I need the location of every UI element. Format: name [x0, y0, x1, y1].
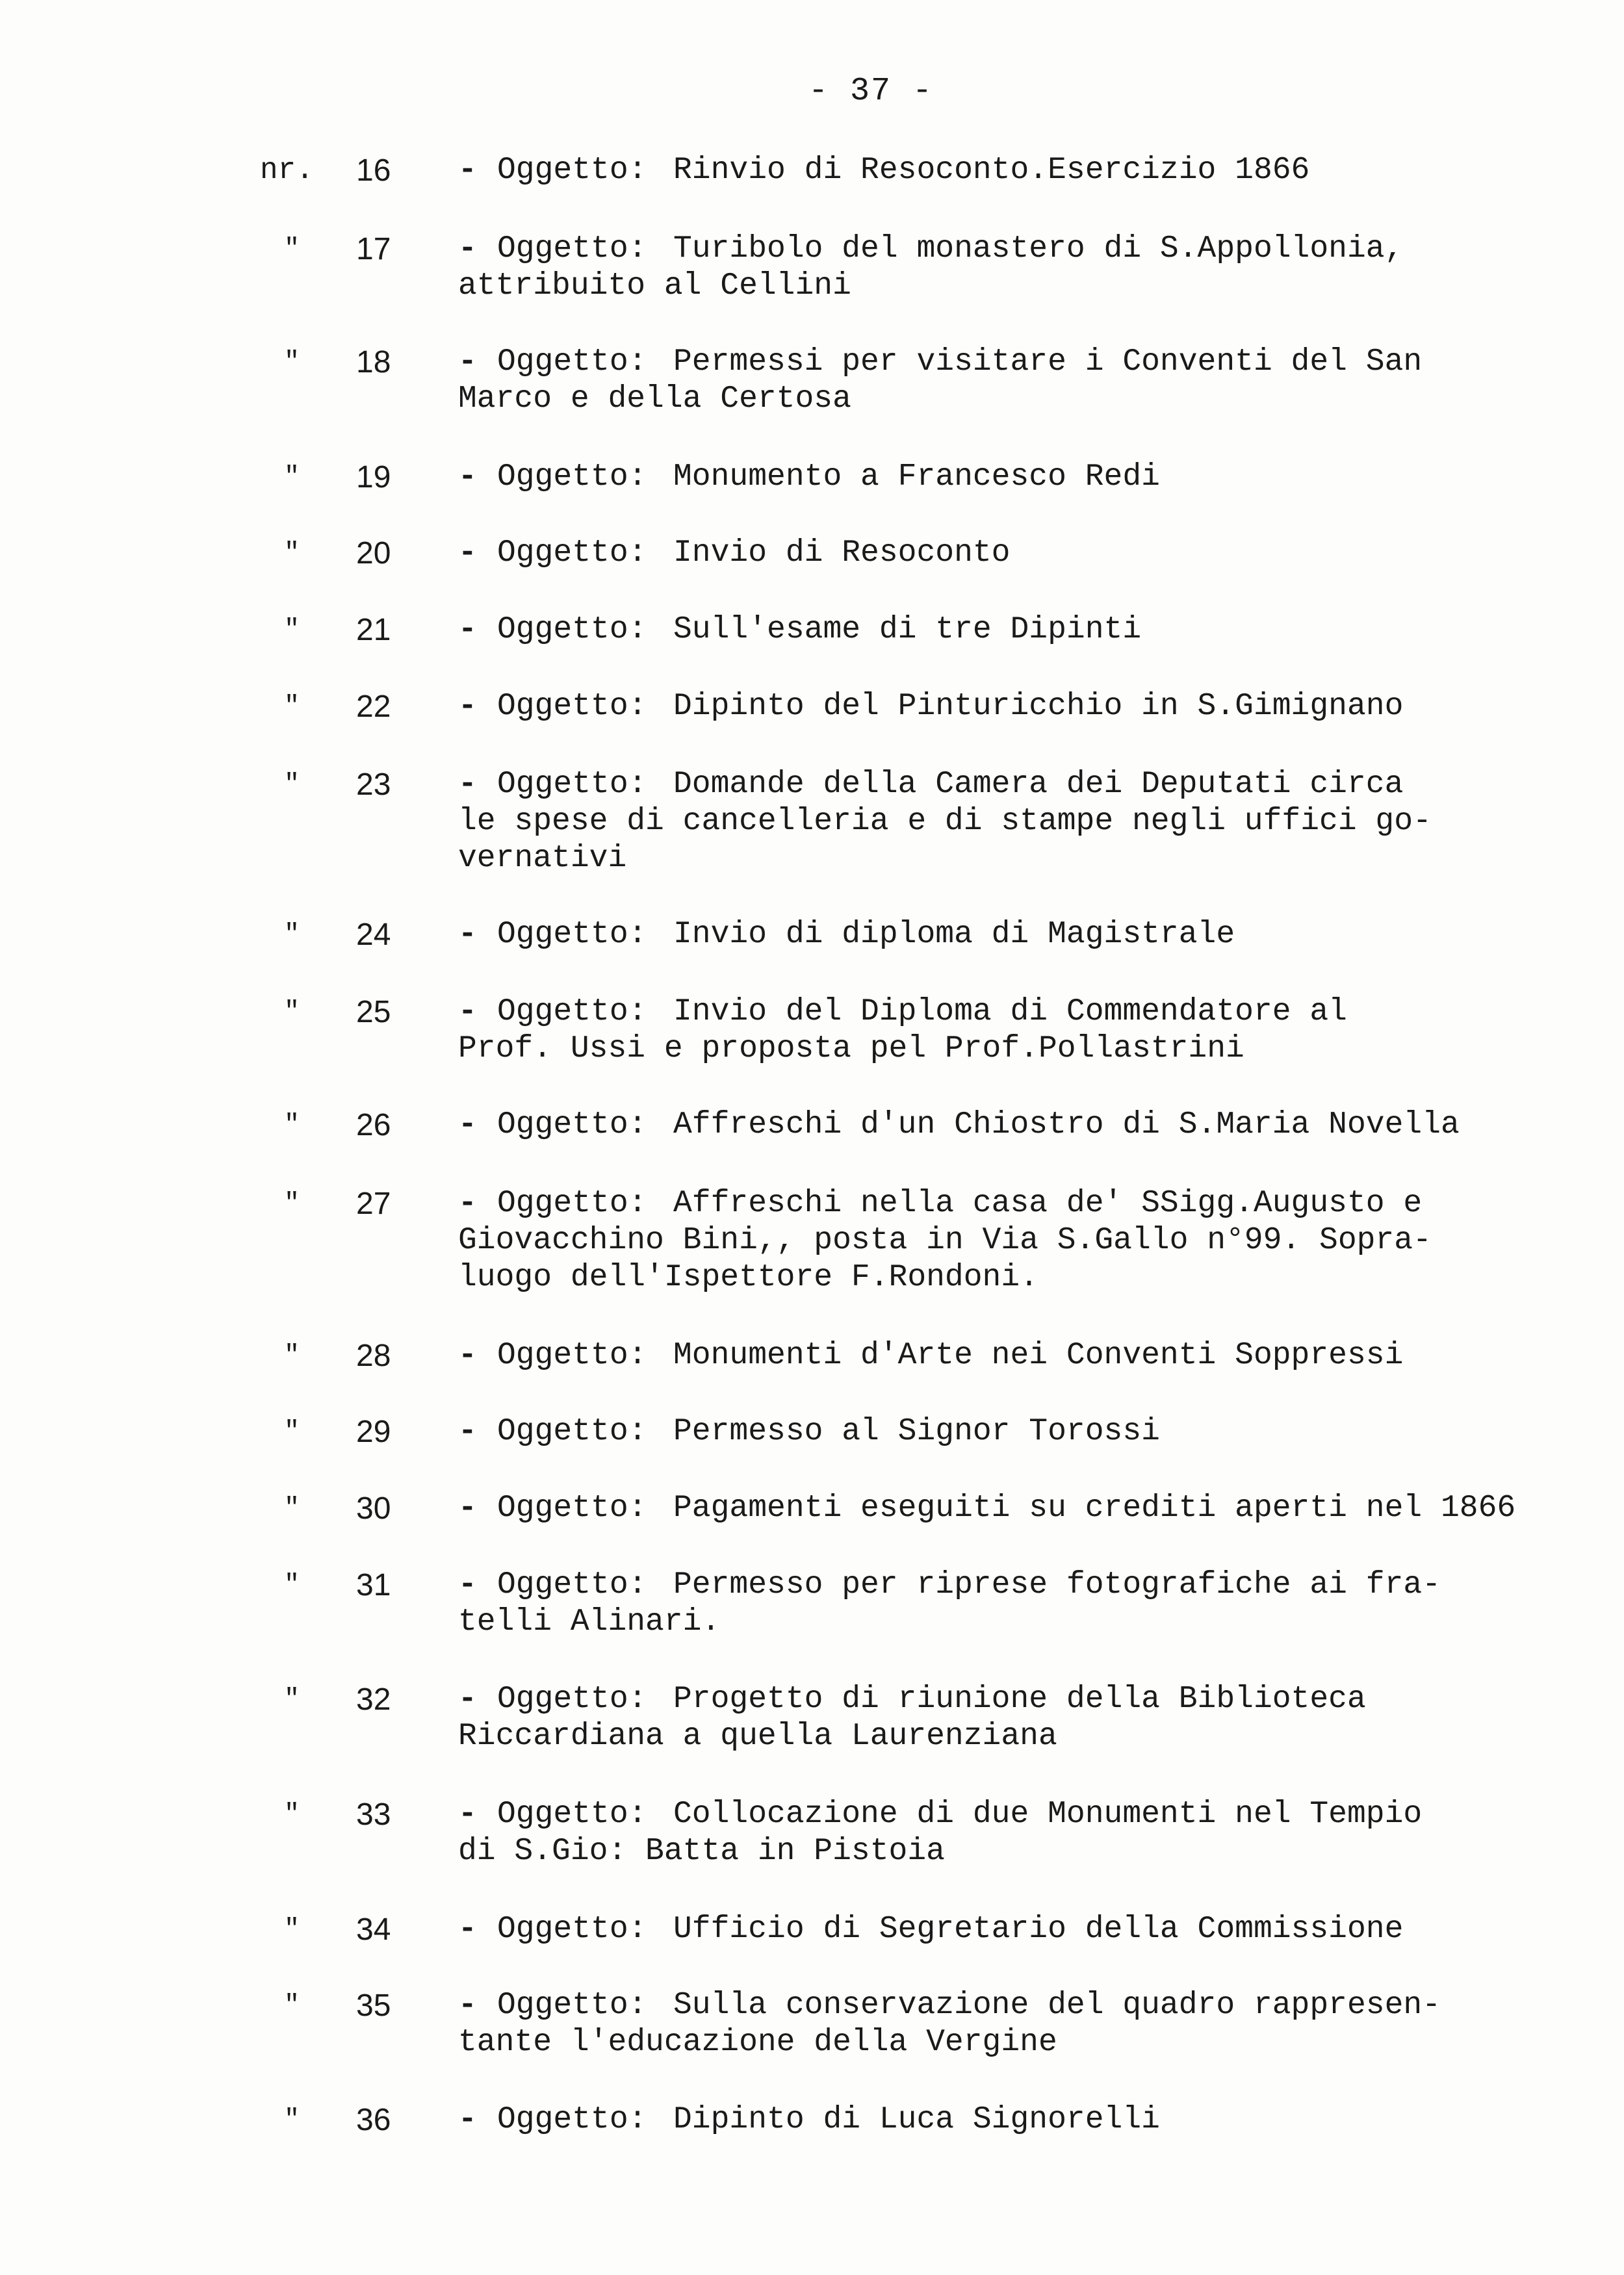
entry-number: 25 [356, 995, 391, 1029]
entry-label: Oggetto: [497, 1682, 647, 1717]
entry-subject-continued: Riccardiana a quella Laurenziana [458, 1719, 1057, 1754]
entry-number: 36 [356, 2103, 391, 2137]
entry-number: 26 [356, 1108, 391, 1142]
entry-label: Oggetto: [497, 1186, 647, 1221]
entry-dash: - [458, 917, 477, 952]
entry-number: 22 [356, 689, 391, 724]
entry-label: Oggetto: [497, 612, 647, 647]
entry-subject: Monumento a Francesco Redi [673, 459, 1160, 495]
entry-dash: - [458, 1682, 477, 1717]
entry-prefix: " [284, 1800, 300, 1829]
entry-number: 34 [356, 1912, 391, 1947]
entry-label: Oggetto: [497, 1338, 647, 1373]
entry-prefix: " [284, 348, 300, 377]
entry-subject: Progetto di riunione della Biblioteca [673, 1682, 1366, 1717]
entry-subject: Permessi per visitare i Conventi del San [673, 344, 1423, 379]
entry-label: Oggetto: [497, 917, 647, 952]
entry-prefix: " [284, 615, 300, 645]
entry-dash: - [458, 1797, 477, 1832]
entry-dash: - [458, 2102, 477, 2137]
entry-number: 19 [356, 460, 391, 495]
entry-subject: Dipinto del Pinturicchio in S.Gimignano [673, 689, 1404, 724]
entry-number: 31 [356, 1568, 391, 1602]
entry-subject: Sulla conservazione del quadro rappresen- [673, 1988, 1441, 2023]
entry-dash: - [458, 535, 477, 571]
entry-subject-continued: telli Alinari. [458, 1604, 721, 1639]
entry-label: Oggetto: [497, 689, 647, 724]
entry-number: 28 [356, 1339, 391, 1373]
entry-dash: - [458, 1988, 477, 2023]
entry-label: Oggetto: [497, 1797, 647, 1832]
entry-number: 32 [356, 1682, 391, 1717]
entry-prefix: " [284, 920, 300, 949]
entry-subject-continued: luogo dell'Ispettore F.Rondoni. [458, 1260, 1038, 1295]
entry-dash: - [458, 994, 477, 1029]
entry-number: 17 [356, 232, 391, 266]
entry-subject: Ufficio di Segretario della Commissione [673, 1912, 1404, 1947]
entry-dash: - [458, 231, 477, 266]
entry-subject-continued: vernativi [458, 841, 627, 876]
entry-number: 21 [356, 613, 391, 647]
entry-prefix: " [284, 463, 300, 492]
entry-dash: - [458, 1912, 477, 1947]
entry-label: Oggetto: [497, 1988, 647, 2023]
page-number: - 37 - [808, 73, 934, 110]
entry-dash: - [458, 344, 477, 379]
entry-subject: Domande della Camera dei Deputati circa [673, 767, 1404, 802]
entry-label: Oggetto: [497, 344, 647, 379]
entry-label: Oggetto: [497, 767, 647, 802]
entry-dash: - [458, 1414, 477, 1449]
entry-label: Oggetto: [497, 2102, 647, 2137]
entry-prefix: " [284, 1915, 300, 1944]
entry-subject-continued: Giovacchino Bini,, posta in Via S.Gallo n°99. Sopra- [458, 1223, 1432, 1258]
entry-subject-continued: di S.Gio: Batta in Pistoia [458, 1834, 945, 1869]
entry-label: Oggetto: [497, 1107, 647, 1142]
entry-subject-continued: attribuito al Cellini [458, 268, 851, 303]
entry-prefix: " [284, 1685, 300, 1714]
entry-number: 30 [356, 1491, 391, 1526]
entry-dash: - [458, 1186, 477, 1221]
entry-prefix: " [284, 539, 300, 568]
entry-prefix: " [284, 1991, 300, 2020]
entry-prefix: " [284, 997, 300, 1027]
entry-label: Oggetto: [497, 153, 647, 188]
entry-dash: - [458, 459, 477, 495]
entry-prefix: " [284, 235, 300, 264]
entry-number: 16 [356, 153, 391, 188]
entry-subject: Monumenti d'Arte nei Conventi Soppressi [673, 1338, 1404, 1373]
entry-number: 33 [356, 1797, 391, 1832]
entry-subject: Affreschi d'un Chiostro di S.Maria Novella [673, 1107, 1460, 1142]
entry-label: Oggetto: [497, 1414, 647, 1449]
entry-dash: - [458, 767, 477, 802]
entry-label: Oggetto: [497, 1567, 647, 1602]
entry-dash: - [458, 1491, 477, 1526]
entry-dash: - [458, 1567, 477, 1602]
entry-prefix: " [284, 1111, 300, 1140]
entry-subject: Collocazione di due Monumenti nel Tempio [673, 1797, 1423, 1832]
entry-dash: - [458, 153, 477, 188]
entry-subject: Invio del Diploma di Commendatore al [673, 994, 1347, 1029]
entry-prefix: " [284, 1571, 300, 1600]
entry-dash: - [458, 1107, 477, 1142]
entry-label: Oggetto: [497, 231, 647, 266]
entry-prefix: nr. [260, 153, 314, 187]
entry-subject: Affreschi nella casa de' SSigg.Augusto e [673, 1186, 1423, 1221]
entry-label: Oggetto: [497, 1912, 647, 1947]
entry-subject: Permesso per riprese fotografiche ai fra- [673, 1567, 1441, 1602]
entry-number: 18 [356, 345, 391, 379]
entry-number: 23 [356, 767, 391, 802]
entry-dash: - [458, 612, 477, 647]
entry-number: 35 [356, 1988, 391, 2023]
entry-subject: Turibolo del monastero di S.Appollonia, [673, 231, 1404, 266]
entry-dash: - [458, 1338, 477, 1373]
entry-subject: Rinvio di Resoconto.Esercizio 1866 [673, 153, 1310, 188]
entry-subject-continued: Prof. Ussi e proposta pel Prof.Pollastrini [458, 1031, 1244, 1066]
entry-prefix: " [284, 1417, 300, 1446]
entry-subject: Dipinto di Luca Signorelli [673, 2102, 1160, 2137]
entry-prefix: " [284, 1494, 300, 1523]
entry-subject: Sull'esame di tre Dipinti [673, 612, 1142, 647]
entry-subject: Permesso al Signor Torossi [673, 1414, 1160, 1449]
entry-label: Oggetto: [497, 535, 647, 571]
entry-prefix: " [284, 1341, 300, 1370]
entry-subject: Invio di Resoconto [673, 535, 1011, 571]
entry-number: 29 [356, 1415, 391, 1449]
entry-prefix: " [284, 770, 300, 799]
entry-prefix: " [284, 2105, 300, 2135]
entry-label: Oggetto: [497, 994, 647, 1029]
entry-label: Oggetto: [497, 1491, 647, 1526]
entry-subject-continued: le spese di cancelleria e di stampe negli uffici go- [458, 804, 1432, 839]
entry-subject-continued: tante l'educazione della Vergine [458, 2025, 1057, 2060]
entry-subject-continued: Marco e della Certosa [458, 381, 851, 417]
entry-prefix: " [284, 692, 300, 721]
entry-label: Oggetto: [497, 459, 647, 495]
entry-number: 27 [356, 1187, 391, 1221]
entry-number: 20 [356, 536, 391, 571]
entry-subject: Pagamenti eseguiti su crediti aperti nel 1866 [673, 1491, 1516, 1526]
entry-subject: Invio di diploma di Magistrale [673, 917, 1235, 952]
entry-prefix: " [284, 1189, 300, 1218]
entry-number: 24 [356, 918, 391, 952]
entry-dash: - [458, 689, 477, 724]
